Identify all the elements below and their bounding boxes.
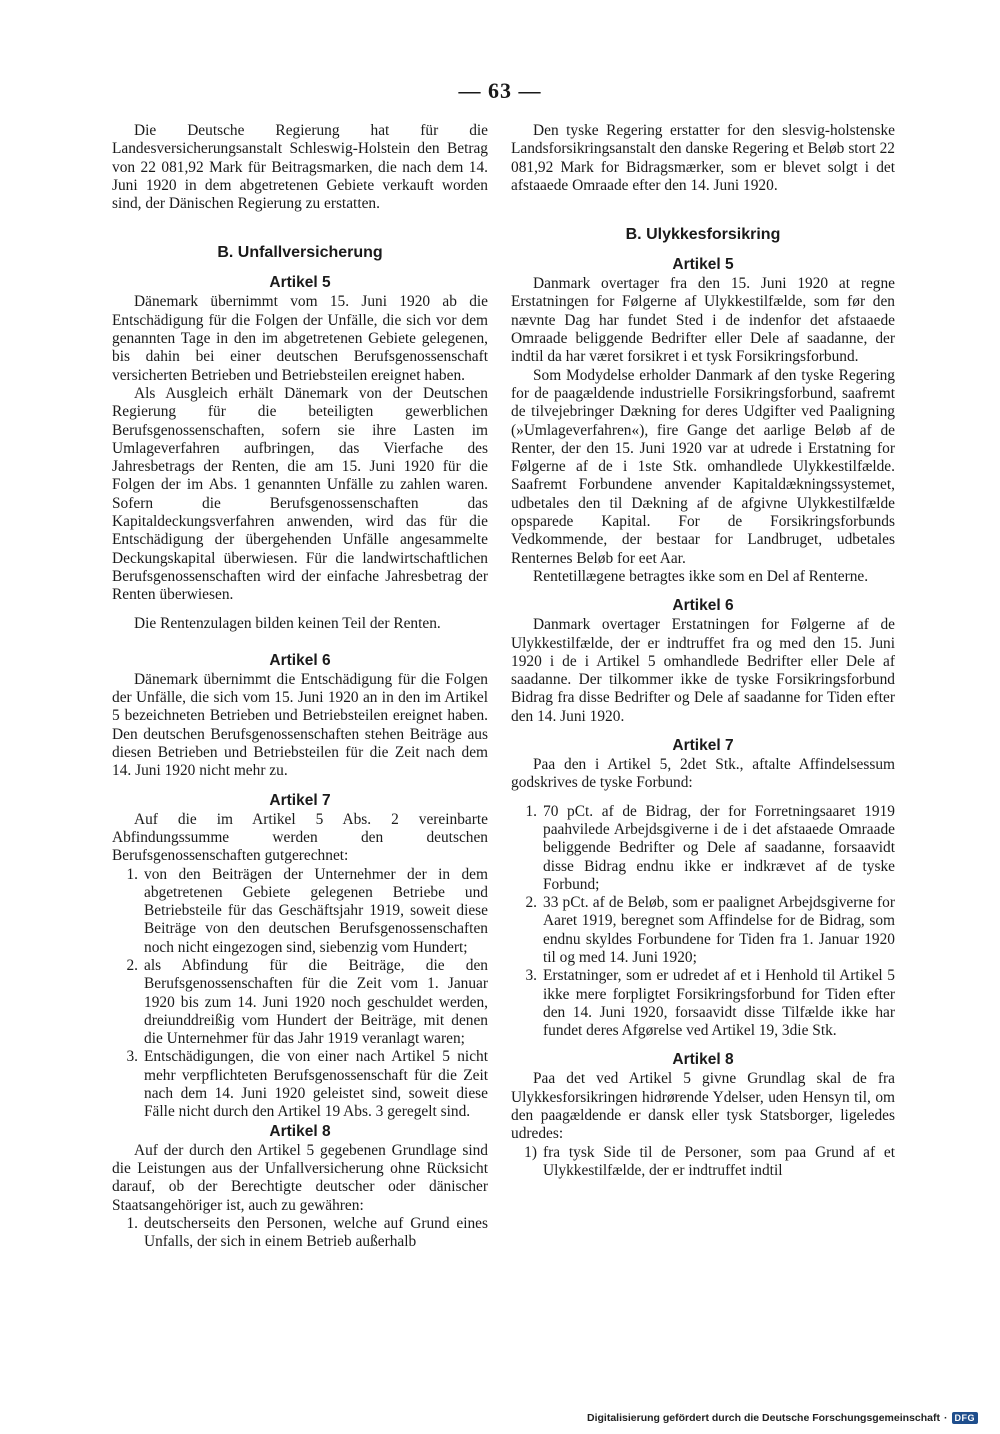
german-column xyxy=(112,122,488,1251)
list-item: 2. als Abfindung für die Beiträge, die den Berufsgenossenschaften für die Zeit vom 1. Januar 1920 bis zum 14. Juni 1920 noch geschuldet werden, dreiunddreißig vom Hundert der Beiträge, mit denen die Unternehmer für das Jahr 1919 veranlagt waren; xyxy=(126,956,488,1048)
article-8-paragraph-1: Paa det ved Artikel 5 givne Grundlag skal de fra Ulykkesforsikringen hidrørende Ydelser, uden Hensyn til, om den paagældende er dansk eller tysk Statsborger, ligeledes udredes: xyxy=(511,1070,895,1143)
article-7-paragraph-1: Paa den i Artikel 5, 2det Stk., aftalte Affindelsessum godskrives de tyske Forbund: xyxy=(511,756,895,792)
article-6-title: Artikel 6 xyxy=(269,651,331,669)
article-7-list xyxy=(112,866,488,1122)
list-item: 1) fra tysk Side til de Personer, som paa Grund af et Ulykkestilfælde, der er indtruffet indtil xyxy=(524,1143,895,1179)
article-5-paragraph-1: Danmark overtager fra den 15. Juni 1920 at regne Erstatningen for Følgerne af Ulykkestilfælde, som før den nævnte Dag har fundet Sted i de indenfor det afstaaede Omraade beliggende Bedrifter eller Dele af saadanne, der indtil da har været forsikret i et tysk Forsikringsforbund. xyxy=(511,275,895,366)
article-5-paragraph-2: Som Modydelse erholder Danmark af den tyske Regering for de paagældende industrielle Forsikringsforbund, saafremt de tilvejebringer Dækning for deres Udgifter ved Paaligning (»Umlageverfahren«), fire Gange det aarlige Beløb af de Renter, der den 15. Juni 1920 var at udrede i Erstatning for Følgerne af de i 1ste Stk. omhandlede Ulykkestilfælde. Saafremt Forbundene anvender Kapitaldækningssystemet, udbetales den til Dækning af de afgivne Ulykkestilfælde opsparede Kapital. For de Forsikringsforbunds Vedkommende, der bestaar for Landbruget, udbetales Renternes Beløb for eet Aar. xyxy=(511,366,895,567)
section-title: B. Ulykkesforsikring xyxy=(625,226,781,244)
list-item: 3. Entschädigungen, die von einer nach Artikel 5 nicht mehr verpflichteten Berufsgenossenschaft für die Zeit nach dem 14. Juni 1920 geleistet sind, soweit diese Fälle nicht durch den Artikel 19 Abs. 3 geregelt sind. xyxy=(126,1048,488,1121)
list-item: 3. Erstatninger, som er udredet af et i Henhold til Artikel 5 ikke mere forpligtet Forsikringsforbund for Tiden efter den 14. Juni 1920, forsaavidt disse Tilfælde ikke har fundet deres Afgørelse ved Artikel 19, 3die Stk. xyxy=(525,967,895,1040)
article-5-paragraph-3: Die Rentenzulagen bilden keinen Teil der Renten. xyxy=(134,614,441,632)
article-6-title: Artikel 6 xyxy=(672,597,734,615)
article-5-paragraph-2: Als Ausgleich erhält Dänemark von der Deutschen Regierung für die beteiligten gewerblichen Berufsgenossenschaften, sofern sie ihre Lasten im Umlageverfahren aufbringen, das Vierfache des Jahresbetrags der Renten, die am 15. Juni 1920 für die Folgen der im Abs. 1 genannten Unfälle zu zahlen waren. Sofern die Berufsgenossenschaften das Kapitaldeckungsverfahren anwenden, wird das für die Entschädigung der übergehenden Unfälle angesammelte Deckungskapital überwiesen. Für die landwirtschaftlichen Berufsgenossenschaften wird der einfache Jahresbetrag der Renten überwiesen. xyxy=(112,384,488,604)
section-title: B. Unfallversicherung xyxy=(217,244,383,262)
footer-credit: Digitalisierung gefördert durch die Deutsche Forschungsgemeinschaft xyxy=(587,1412,940,1424)
article-5-paragraph-1: Dänemark übernimmt vom 15. Juni 1920 ab die Entschädigung für die Folgen der Unfälle, die sich vor dem genannten Tage in den im abgetretenen Gebiete gelegenen, bis dahin bei einer deutschen Berufsgenossenschaft versicherten Betrieben und Betriebsteilen ereignet haben. xyxy=(112,293,488,384)
article-8-list xyxy=(112,1215,488,1252)
article-5-title: Artikel 5 xyxy=(672,256,734,274)
footer: Digitalisierung gefördert durch die Deutsche Forschungsgemeinschaft · DFG xyxy=(587,1412,978,1424)
dfg-logo: DFG xyxy=(952,1412,979,1424)
article-7-paragraph-1: Auf die im Artikel 5 Abs. 2 vereinbarte Abfindungssumme werden den deutschen Berufsgenossenschaften gutgerechnet: xyxy=(112,810,488,865)
article-7-title: Artikel 7 xyxy=(269,791,331,809)
page-number: — 63 — xyxy=(458,78,542,103)
article-7-title: Artikel 7 xyxy=(672,737,734,755)
list-item: 2. 33 pCt. af de Beløb, som er paalignet Arbejdsgiverne for Aaret 1919, beregnet som Affindelse for de Bidrag, som endnu skyldes Forbundene for Tiden fra 1. Januar 1920 til og med 14. Juni 1920; xyxy=(525,894,895,966)
intro-paragraph: Die Deutsche Regierung hat für die Landesversicherungsanstalt Schleswig-Holstein den Betrag von 22 081,92 Mark für Beitragsmarken, die nach dem 14. Juni 1920 in dem abgetretenen Gebiete verkauft worden sind, der Dänischen Regierung zu erstatten. xyxy=(112,122,488,213)
article-8-title: Artikel 8 xyxy=(269,1122,331,1140)
article-5-paragraph-3: Rentetillægene betragtes ikke som en Del af Renterne. xyxy=(533,567,869,585)
article-8-title: Artikel 8 xyxy=(672,1051,734,1069)
list-item: 1. deutscherseits den Personen, welche auf Grund eines Unfalls, der sich in einem Betrieb außerhalb xyxy=(126,1214,488,1251)
article-8-list xyxy=(511,1144,895,1181)
article-5-title: Artikel 5 xyxy=(269,274,331,292)
article-8-paragraph-1: Auf der durch den Artikel 5 gegebenen Grundlage sind die Leistungen aus der Unfallversicherung ohne Rücksicht darauf, ob der Berechtigte deutscher oder dänischer Staatsangehöriger ist, auch zu gewähren: xyxy=(112,1141,488,1214)
article-6-paragraph-1: Dänemark übernimmt die Entschädigung für die Folgen der Unfälle, die sich vom 15. Juni 1920 an in den im Artikel 5 bezeichneten Betrieben und Betriebsteilen ereignet haben. Den deutschen Berufsgenossenschaften stehen Beiträge aus diesen Betrieben und Betriebsteilen für die Zeit nach dem 14. Juni 1920 nicht mehr zu. xyxy=(112,670,488,780)
danish-column xyxy=(511,122,895,1180)
intro-paragraph: Den tyske Regering erstatter for den slesvig-holstenske Landsforsikringsanstalt den danske Regering et Beløb stort 22 081,92 Mark for Bidragsmærker, som er blevet solgt i det afstaaede Omraade efter den 14. Juni 1920. xyxy=(511,122,895,194)
list-item: 1. von den Beiträgen der Unternehmer der in dem abgetretenen Gebiete gelegenen Betriebe und Betriebsteile für das Geschäftsjahr 1919, soweit diese Beiträge von den deutschen Berufsgenossenschaften noch nicht eingezogen sind, siebenzig vom Hundert; xyxy=(126,865,488,956)
article-7-list xyxy=(511,803,895,1041)
article-6-paragraph-1: Danmark overtager Erstatningen for Følgerne af de Ulykkestilfælde, der er indtruffet fra og med den 15. Juni 1920 i de i Artikel 5 omhandlede Bedrifter eller Dele af saadanne. Der tilkommer ikke de tyske Forsikringsforbund Bidrag fra disse Bedrifter og Dele af saadanne for Tiden efter den 14. Juni 1920. xyxy=(511,616,895,725)
list-item: 1. 70 pCt. af de Bidrag, der for Forretningsaaret 1919 paahvilede Arbejdsgiverne i de i det afstaaede Omraade beliggende Bedrifter og Dele af saadanne, forsaavidt disse Bidrag endnu ikke er indkrævet af de tyske Forbund; xyxy=(525,802,895,893)
